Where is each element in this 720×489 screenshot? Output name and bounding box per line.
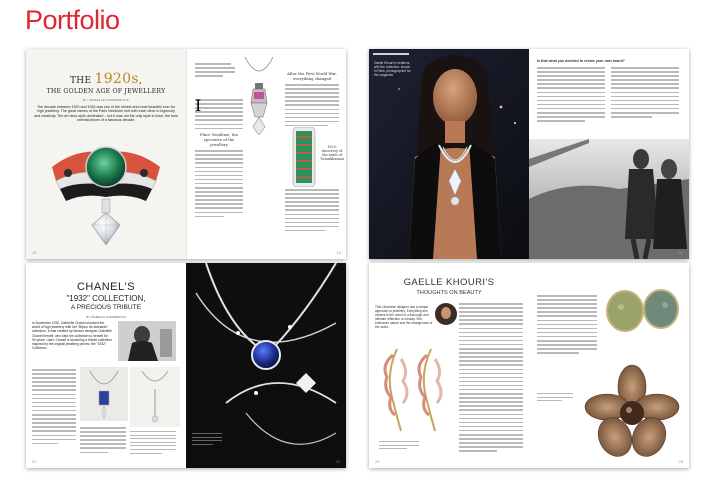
subhead: After the First World War, everything changed [287, 71, 337, 81]
page-left [369, 49, 529, 259]
text-column [537, 295, 597, 356]
spread-heading: GAELLE KHOURI'S THOUGHTS ON BEAUTY [403, 277, 495, 296]
page-right [529, 49, 689, 259]
text-column [195, 63, 235, 79]
portrait-bw-photo [118, 321, 176, 361]
page-left [26, 263, 186, 468]
necklace-photo [239, 57, 279, 135]
caption-lines [192, 433, 222, 447]
brooch-photo [38, 129, 174, 249]
magazine-spread-chanel[interactable] [26, 263, 346, 468]
magazine-spread-portrait[interactable] [369, 49, 689, 259]
text-column: I Place Vendôme, the epicentre of the jewellery [195, 99, 243, 220]
page-number: 22 [32, 459, 37, 464]
caption-lines [379, 441, 419, 452]
text-column [611, 67, 679, 120]
model-photo [369, 49, 529, 259]
photo-caption: Gaelle Khouri's creations with the collection, shown in Paris, photographed for the magazine [374, 61, 411, 77]
page-number: 24 [375, 459, 380, 464]
intro-text: The decade between 1920 and 1930 was one of the richest and most beautiful ever for high jewellery. The great names of the Paris Vendôme met with each other in ingenuity and creativity. The art deco style dominated – but it was not the only style in town, the bold oriental pieces of a fabulous decade. [34, 105, 178, 123]
page-right [529, 263, 689, 468]
jewel-on-tray-photo [80, 367, 128, 421]
spread-heading: THE 1920s, [70, 71, 142, 87]
spread-heading: CHANEL'S "1932" COLLECTION, A PRECIOUS TRIBUTE [66, 281, 146, 311]
page-left [369, 263, 529, 468]
necklace-stand-photo [130, 367, 180, 427]
page-left [26, 49, 186, 259]
text-column [459, 303, 523, 454]
bracelet-photo [291, 127, 317, 187]
byline: BY ISABELLE DORMEROUS [86, 315, 126, 319]
text-column [80, 427, 126, 456]
intro-text: This Lebanese designer has a unique approach to jewellery. Everything she creates is the result of a thorough and intimate reflection on beauty. She embraces nature and the strangeness of the world. [375, 305, 433, 329]
page-right [186, 263, 346, 468]
question-heading: Is that what you decided to create your own brand? [537, 59, 625, 63]
intro-text: In November 1932, Gabrielle Chanel shocked the world of high jewellery with her "Bijoux de diamants" collection. It was created by fashion designer Gabrielle Chanel herself, who kept the collection to herself for 90 years. Later, Chanel is launching a tribute collection inspired by the original jewellery pieces: the "1932" Collection. [32, 321, 112, 351]
flower-brooch-photo [577, 359, 687, 465]
heading-year: 1920s [94, 71, 139, 87]
magazine-spread-gaelle-khouri[interactable] [369, 263, 689, 468]
page-number: 18 [32, 250, 37, 255]
spread-heading-line2: THE GOLDEN AGE OF JEWELLERY [46, 88, 166, 95]
subhead: 1925: discovery of the tomb of Tutankhamun [320, 145, 344, 161]
text-column [537, 67, 605, 124]
page-number: 19 [336, 250, 341, 255]
page-number: 23 [335, 459, 340, 464]
caption-lines [130, 431, 176, 456]
page-number: 21 [678, 250, 683, 255]
caption-lines [537, 393, 573, 404]
text-column [285, 189, 339, 234]
earrings-photo [379, 345, 453, 435]
page-right [186, 49, 346, 259]
page-number: 25 [678, 459, 683, 464]
page-title: Portfolio [25, 5, 120, 35]
text-column [285, 71, 339, 129]
designer-portrait-photo [435, 303, 457, 325]
text-column [32, 369, 76, 447]
magazine-spread-1920s[interactable] [26, 49, 346, 259]
bw-group-photo [529, 139, 689, 259]
stone-rings-photo [601, 287, 685, 339]
subhead: Place Vendôme, the epicentre of the jewellery [200, 132, 238, 148]
byline: BY ISABELLE DORMEROUS [83, 98, 129, 102]
